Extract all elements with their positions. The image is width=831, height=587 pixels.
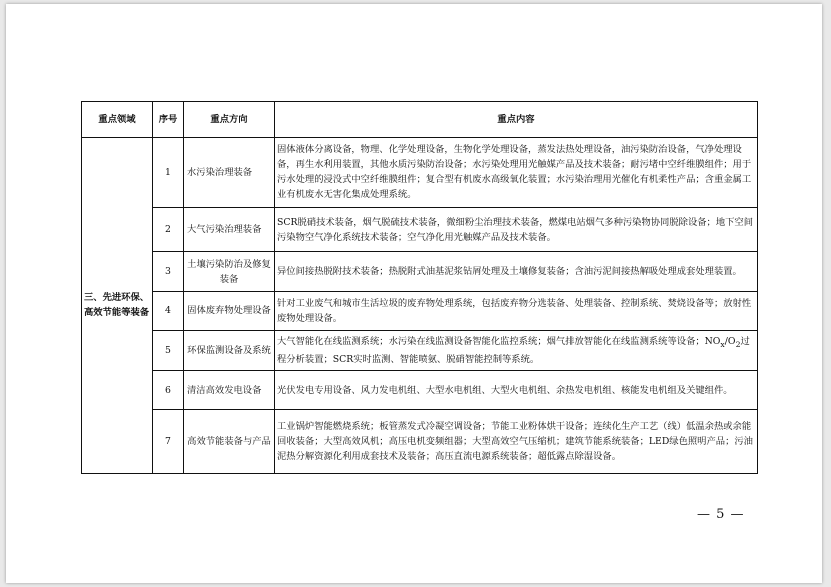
row-number: 6 bbox=[153, 371, 184, 410]
document-page bbox=[6, 4, 822, 583]
header-direction: 重点方向 bbox=[184, 102, 275, 138]
area-cell: 三、先进环保、高效节能等装备 bbox=[82, 137, 153, 473]
content-part-a: 大气智能化在线监测系统；水污染在线监测设备智能化监控系统；烟气排放智能化在线监测系统等设备；NO bbox=[277, 336, 721, 348]
row-direction: 固体废弃物处理设备 bbox=[184, 292, 275, 331]
row-direction: 水污染治理装备 bbox=[184, 137, 275, 207]
content-subscript-2: 2 bbox=[735, 339, 741, 349]
row-direction: 环保监测设备及系统 bbox=[184, 330, 275, 371]
row-direction: 清洁高效发电设备 bbox=[184, 371, 275, 410]
equipment-table bbox=[81, 101, 758, 474]
row-content: 固体液体分离设备，物理、化学处理设备，生物化学处理设备，蒸发法热处理设备，油污染防治设备，气净处理设备，再生水利用装置，其他水质污染防治设备；水污染处理用光触媒产品及技术装备；耐污堵中空纤维膜组件；用于污水处理的浸没式中空纤维膜组件；复合型有机废水高级氧化装置；水污染治理用光催化有机柔性产品；含重金属工业有机废水无害化集成处理系统。 bbox=[275, 137, 758, 207]
content-subscript-x: x bbox=[720, 339, 725, 349]
page-number: — 5 — bbox=[697, 507, 745, 522]
row-content: 针对工业废气和城市生活垃圾的废弃物处理系统，包括废弃物分选装备、处理装备、控制系统、焚烧设备等；放射性废物处理设备。 bbox=[275, 292, 758, 331]
header-area: 重点领域 bbox=[82, 102, 153, 138]
row-content: 光伏发电专用设备、风力发电机组、大型水电机组、大型火电机组、余热发电机组、核能发电机组及关键组件。 bbox=[275, 371, 758, 410]
table-row bbox=[82, 292, 758, 331]
content-part-c: 过程分析装置；SCR实时监测、智能喷氨、脱硝智能控制等系统。 bbox=[277, 336, 750, 365]
row-content: SCR脱硝技术装备，烟气脱硫技术装备，微细粉尘治理技术装备，燃煤电站烟气多种污染物协同脱除设备；地下空间污染物空气净化系统技术装备；空气净化用光触媒产品及技术装备。 bbox=[275, 207, 758, 252]
row-number: 4 bbox=[153, 292, 184, 331]
row-direction: 高效节能装备与产品 bbox=[184, 409, 275, 473]
header-number: 序号 bbox=[153, 102, 184, 138]
row-number: 2 bbox=[153, 207, 184, 252]
row-number: 5 bbox=[153, 330, 184, 371]
table-row bbox=[82, 409, 758, 473]
header-content: 重点内容 bbox=[275, 102, 758, 138]
row-number: 7 bbox=[153, 409, 184, 473]
table-row bbox=[82, 330, 758, 371]
row-content: 工业锅炉智能燃烧系统；板管蒸发式冷凝空调设备；节能工业粉体烘干设备；连续化生产工艺（线）低温余热或余能回收装备；大型高效风机；高压电机变频组器；大型高效空气压缩机；建筑节能系统装备；LED绿色照明产品；污油泥热分解资源化利用成套技术及装备；高压直流电源系统装备；超低露点除湿设备。 bbox=[275, 409, 758, 473]
table-row bbox=[82, 137, 758, 207]
table-row bbox=[82, 207, 758, 252]
row-number: 3 bbox=[153, 252, 184, 292]
row-content: 异位间接热脱附技术装备；热脱附式油基泥浆钻屑处理及土壤修复装备；含油污泥间接热解吸处理成套处理装置。 bbox=[275, 252, 758, 292]
row-direction: 土壤污染防治及修复装备 bbox=[184, 252, 275, 292]
row-number: 1 bbox=[153, 137, 184, 207]
row-direction: 大气污染治理装备 bbox=[184, 207, 275, 252]
table-row bbox=[82, 252, 758, 292]
row-content bbox=[275, 330, 758, 371]
table-row bbox=[82, 371, 758, 410]
content-part-b: /O bbox=[724, 336, 736, 348]
table-header-row bbox=[82, 102, 758, 138]
